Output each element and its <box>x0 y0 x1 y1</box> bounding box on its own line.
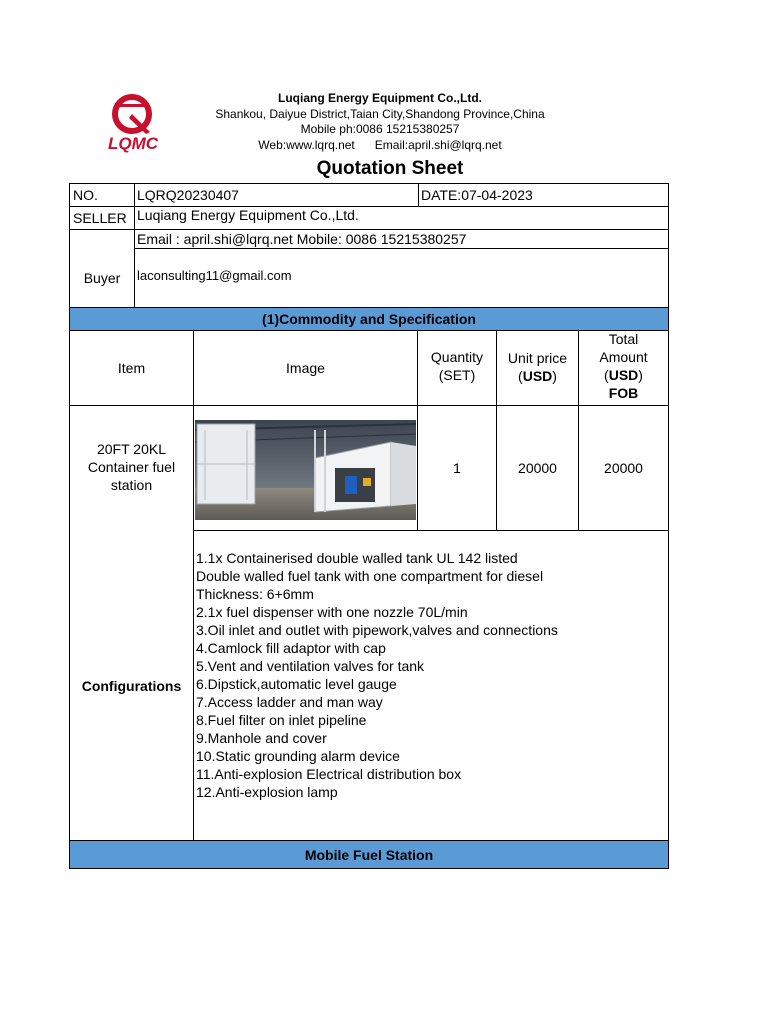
buyer-label: Buyer <box>83 270 121 286</box>
config-item: 4.Camlock fill adaptor with cap <box>196 640 386 656</box>
col-header-total-line4: FOB <box>608 385 639 401</box>
col-header-quantity-line2: (SET) <box>438 367 476 383</box>
paren-close: ) <box>638 367 643 383</box>
col-header-total <box>579 330 668 405</box>
col-header-total-line1: Total <box>608 331 639 347</box>
col-header-unit-line1: Unit price <box>507 350 568 366</box>
configurations-list <box>196 549 666 801</box>
product-item-line3: station <box>110 477 153 493</box>
product-total: 20000 <box>604 460 643 476</box>
quotation-date: DATE:07-04-2023 <box>421 187 533 203</box>
config-item: 5.Vent and ventilation valves for tank <box>196 658 425 674</box>
product-quantity: 1 <box>453 460 461 476</box>
col-header-total-line3 <box>579 366 668 384</box>
config-item: 9.Manhole and cover <box>196 730 327 746</box>
col-header-quantity-line1: Quantity <box>430 349 484 365</box>
col-header-total-line2: Amount <box>599 349 648 365</box>
seller-value: Luqiang Energy Equipment Co.,Ltd. <box>137 207 359 223</box>
company-mobile: Mobile ph:0086 15215380257 <box>300 122 460 136</box>
config-item: 8.Fuel filter on inlet pipeline <box>196 712 367 728</box>
company-name: Luqiang Energy Equipment Co.,Ltd. <box>278 91 482 105</box>
config-item: 3.Oil inlet and outlet with pipework,valves and connections <box>196 622 558 638</box>
paren-open: ( <box>604 367 609 383</box>
col-header-unit-price <box>497 349 578 385</box>
config-item: 7.Access ladder and man way <box>196 694 383 710</box>
currency: USD <box>522 368 553 384</box>
paren-open: ( <box>518 368 523 384</box>
page-title: Quotation Sheet <box>316 158 464 179</box>
col-header-unit-line2 <box>497 367 578 385</box>
product-unit-price: 20000 <box>518 460 557 476</box>
company-address: Shankou, Daiyue District,Taian City,Shandong Province,China <box>215 107 545 121</box>
company-email: Email:april.shi@lqrq.net <box>374 138 502 152</box>
col-header-quantity <box>418 348 496 384</box>
quotation-number: LQRQ20230407 <box>137 187 239 203</box>
seller-contact: Email : april.shi@lqrq.net Mobile: 0086 15215380257 <box>137 231 467 247</box>
config-item: Thickness: 6+6mm <box>196 586 314 602</box>
config-item: 11.Anti-explosion Electrical distribution box <box>196 766 462 782</box>
col-header-image: Image <box>286 360 325 376</box>
product-image <box>195 420 416 520</box>
col-header-item: Item <box>117 360 146 376</box>
product-photo-icon <box>195 420 416 520</box>
product-item <box>70 440 193 494</box>
config-item: Double walled fuel tank with one compartment for diesel <box>196 568 544 584</box>
footer-section-title: Mobile Fuel Station <box>304 846 434 863</box>
no-label: NO. <box>73 187 98 203</box>
seller-label: SELLER <box>73 210 127 226</box>
config-item: 12.Anti-explosion lamp <box>196 784 338 800</box>
logo-text: LQMC <box>107 134 159 153</box>
paren-close: ) <box>552 368 557 384</box>
config-item: 2.1x fuel dispenser with one nozzle 70L/min <box>196 604 468 620</box>
section-title: (1)Commodity and Specification <box>262 311 476 327</box>
config-item: 1.1x Containerised double walled tank UL 142 listed <box>196 550 518 566</box>
product-item-line1: 20FT 20KL <box>96 441 166 457</box>
buyer-email: laconsulting11@gmail.com <box>137 268 292 283</box>
config-item: 10.Static grounding alarm device <box>196 748 400 764</box>
product-item-line2: Container fuel <box>87 459 176 475</box>
configurations-label: Configurations <box>81 677 182 694</box>
company-web: Web:www.lqrq.net <box>258 138 355 152</box>
currency: USD <box>608 367 639 383</box>
config-item: 6.Dipstick,automatic level gauge <box>196 676 397 692</box>
